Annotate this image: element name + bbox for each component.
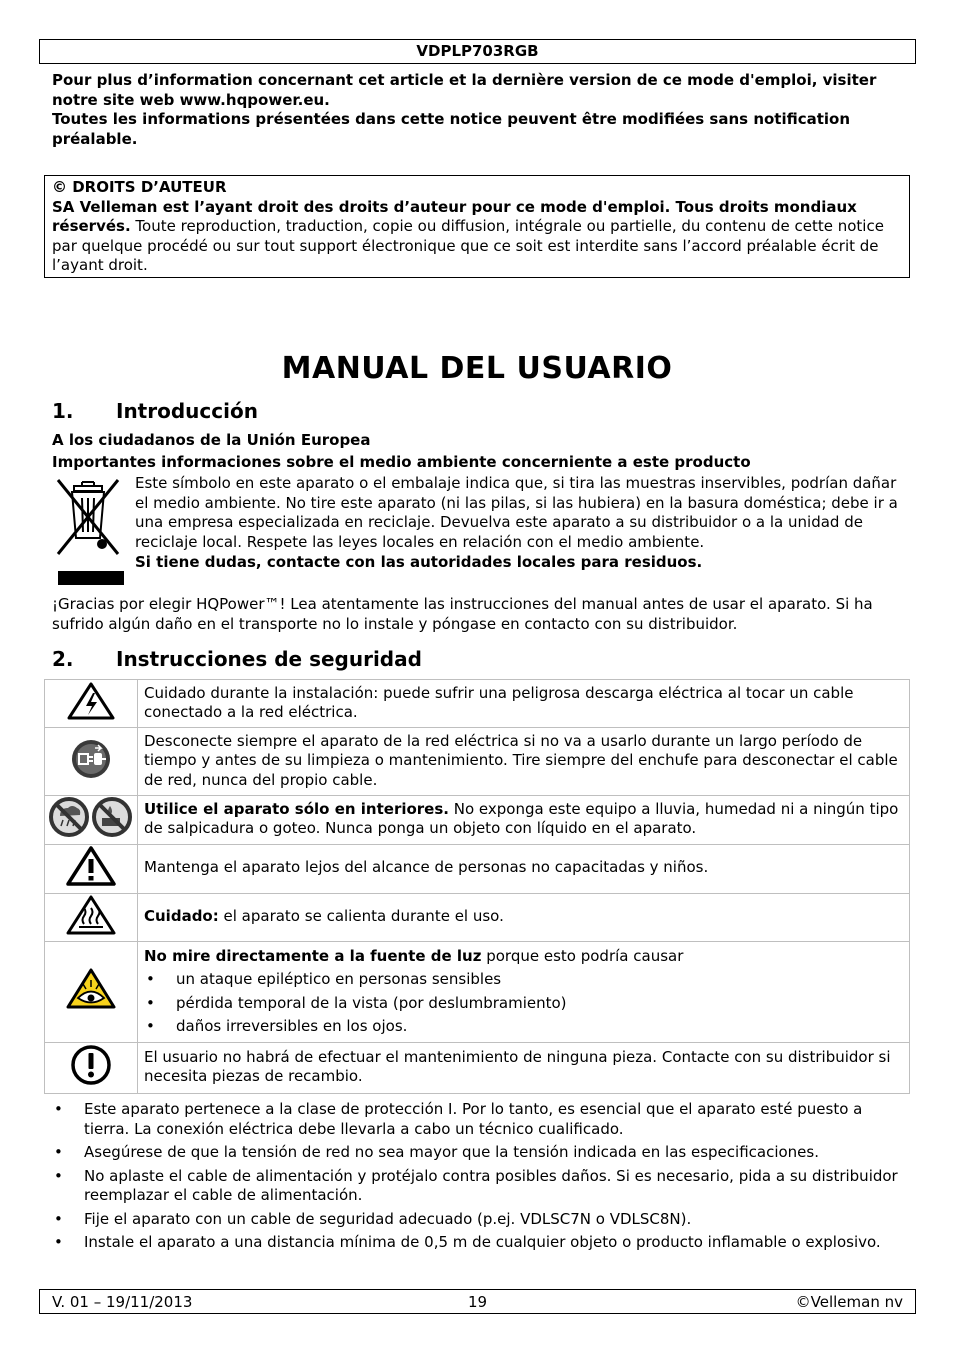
- list-item: • Fije el aparato con un cable de seguridad adecuado (p.ej. VDLSC7N o VDLSC8N).: [52, 1210, 910, 1230]
- safety-body-text: el aparato se calienta durante el uso.: [218, 907, 504, 925]
- safety-icon-cell: [45, 796, 138, 845]
- list-item: • un ataque epiléptico en personas sensibles: [144, 970, 903, 990]
- model-number: VDPLP703RGB: [416, 42, 539, 60]
- page-footer: [39, 1289, 916, 1314]
- safety-icon-cell: [45, 844, 138, 893]
- safety-text-cell: Mantenga el aparato lejos del alcance de personas no capacitadas y niños.: [138, 844, 910, 893]
- copyright-box: [44, 175, 910, 278]
- safety-row: [45, 844, 910, 893]
- intro-line-2: Toutes les informations présentées dans cette notice peuvent être modifiées sans notification préalable.: [52, 110, 851, 148]
- eye-light-warning-icon: [65, 967, 117, 1011]
- section-1-number: 1.: [52, 399, 74, 423]
- copyright-body: Toute reproduction, traduction, copie ou diffusion, intégrale ou partielle, du contenu de cette notice par quelque procédé ou sur tout support électronique que ce soit est interdite sans l’accord préalable écrit de l’ayant droit.: [52, 217, 884, 274]
- eu-citizens-subheading: A los ciudadanos de la Unión Europea: [52, 431, 371, 449]
- safety-text-cell: Desconecte siempre el aparato de la red eléctrica si no va a usarlo durante un largo período de tiempo y antes de su limpieza o mantenimiento. Tire siempre del enchufe para desconectar el cable de red, nunca del propio cable.: [138, 728, 910, 796]
- safety-row: [45, 893, 910, 942]
- unplug-icon: [70, 738, 112, 780]
- thanks-paragraph: ¡Gracias por elegir HQPower™! Lea atentamente las instrucciones del manual antes de usar el aparato. Si ha sufrido algún daño en el transporte no lo instale y póngase en contacto con su distribuidor.: [52, 595, 873, 633]
- safety-row: [45, 728, 910, 796]
- safety-text-cell: [138, 942, 910, 1043]
- footer-version: V. 01 – 19/11/2013: [52, 1293, 193, 1311]
- weee-description: [135, 474, 910, 573]
- hot-surface-icon: [65, 894, 117, 936]
- environment-subheading: Importantes informaciones sobre el medio ambiente concerniente a este producto: [52, 453, 751, 471]
- list-item: • daños irreversibles en los ojos.: [144, 1017, 903, 1037]
- safety-text-cell: Cuidado durante la instalación: puede sufrir una peligrosa descarga eléctrica al tocar un cable conectado a la red eléctrica.: [138, 680, 910, 728]
- electric-shock-warning-icon: [66, 681, 116, 721]
- intro-notice: [52, 71, 912, 149]
- weee-text: Este símbolo en este aparato o el embalaje indica que, si tira las muestras inservibles, podrían dañar el medio ambiente. No tire este aparato (ni las pilas, si las hubiera) en la basura doméstica; debe ir a una empresa especializada en reciclaje. Devuelva este aparato a su distribuidor o a la unidad de reciclaje local. Respete las leyes locales en relación con el medio ambiente.: [135, 474, 898, 551]
- intro-line-1: Pour plus d’information concernant cet article et la dernière version de ce mode d'emploi, visiter notre site web www.hqpower.eu.: [52, 71, 877, 109]
- page-title: MANUAL DEL USUARIO: [281, 351, 673, 386]
- document-header: [39, 39, 916, 64]
- weee-bin-icon: [52, 476, 124, 562]
- page-number: 19: [468, 1293, 488, 1311]
- safety-bold-text: No mire directamente a la fuente de luz: [144, 946, 482, 965]
- safety-row: [45, 942, 910, 1043]
- footer-brand: ©Velleman nv: [795, 1293, 903, 1311]
- safety-icon-cell: [45, 728, 138, 796]
- no-user-serviceable-icon: [69, 1043, 113, 1087]
- light-hazard-list: [144, 970, 903, 1037]
- safety-icon-cell: [45, 942, 138, 1043]
- section-2-heading: [52, 647, 422, 671]
- section-1-heading: [52, 399, 258, 423]
- list-item: • No aplaste el cable de alimentación y protéjalo contra posibles daños. Si es necesario, pida a su distribuidor reemplazar el cable de alimentación.: [52, 1167, 910, 1206]
- list-item: • pérdida temporal de la vista (por deslumbramiento): [144, 994, 903, 1014]
- safety-icon-cell: [45, 893, 138, 942]
- safety-text-cell: [138, 796, 910, 845]
- safety-body-text: porque esto podría causar: [481, 946, 684, 965]
- indoor-use-only-icon: [48, 796, 134, 838]
- safety-table: [44, 679, 910, 1094]
- safety-icon-cell: [45, 680, 138, 728]
- section-2-title: Instrucciones de seguridad: [116, 647, 422, 671]
- weee-contact-note: Si tiene dudas, contacte con las autoridades locales para residuos.: [135, 553, 703, 571]
- safety-icon-cell: [45, 1043, 138, 1094]
- safety-bold-text: Cuidado:: [144, 907, 219, 925]
- safety-text-cell: El usuario no habrá de efectuar el mantenimiento de ninguna pieza. Contacte con su distribuidor si necesita piezas de recambio.: [138, 1043, 910, 1094]
- weee-black-bar: [58, 571, 124, 585]
- section-1-title: Introducción: [116, 399, 258, 423]
- safety-row: [45, 1043, 910, 1094]
- safety-row: [45, 796, 910, 845]
- list-item: • Asegúrese de que la tensión de red no sea mayor que la tensión indicada en las especificaciones.: [52, 1143, 910, 1163]
- general-warning-icon: [65, 845, 117, 887]
- safety-bold-text: Utilice el aparato sólo en interiores.: [144, 799, 449, 818]
- copyright-heading: © DROITS D’AUTEUR: [52, 178, 227, 196]
- safety-bullet-list: [52, 1100, 910, 1257]
- list-item: • Instale el aparato a una distancia mínima de 0,5 m de cualquier objeto o producto inflamable o explosivo.: [52, 1233, 910, 1253]
- list-item: • Este aparato pertenece a la clase de protección I. Por lo tanto, es esencial que el aparato esté puesto a tierra. La conexión eléctrica debe llevarla a cabo un técnico cualificado.: [52, 1100, 910, 1139]
- copyright-text: [52, 198, 902, 276]
- safety-body-text: No exponga este equipo a lluvia, humedad ni a ningún tipo de salpicadura o goteo. Nunca ponga un objeto con líquido en el aparato.: [144, 799, 899, 838]
- safety-row: [45, 680, 910, 728]
- section-2-number: 2.: [52, 647, 74, 671]
- safety-text-cell: [138, 893, 910, 942]
- copyright-bold-text: SA Velleman est l’ayant droit des droits d’auteur pour ce mode d'emploi. Tous droits mondiaux réservés.: [52, 197, 857, 235]
